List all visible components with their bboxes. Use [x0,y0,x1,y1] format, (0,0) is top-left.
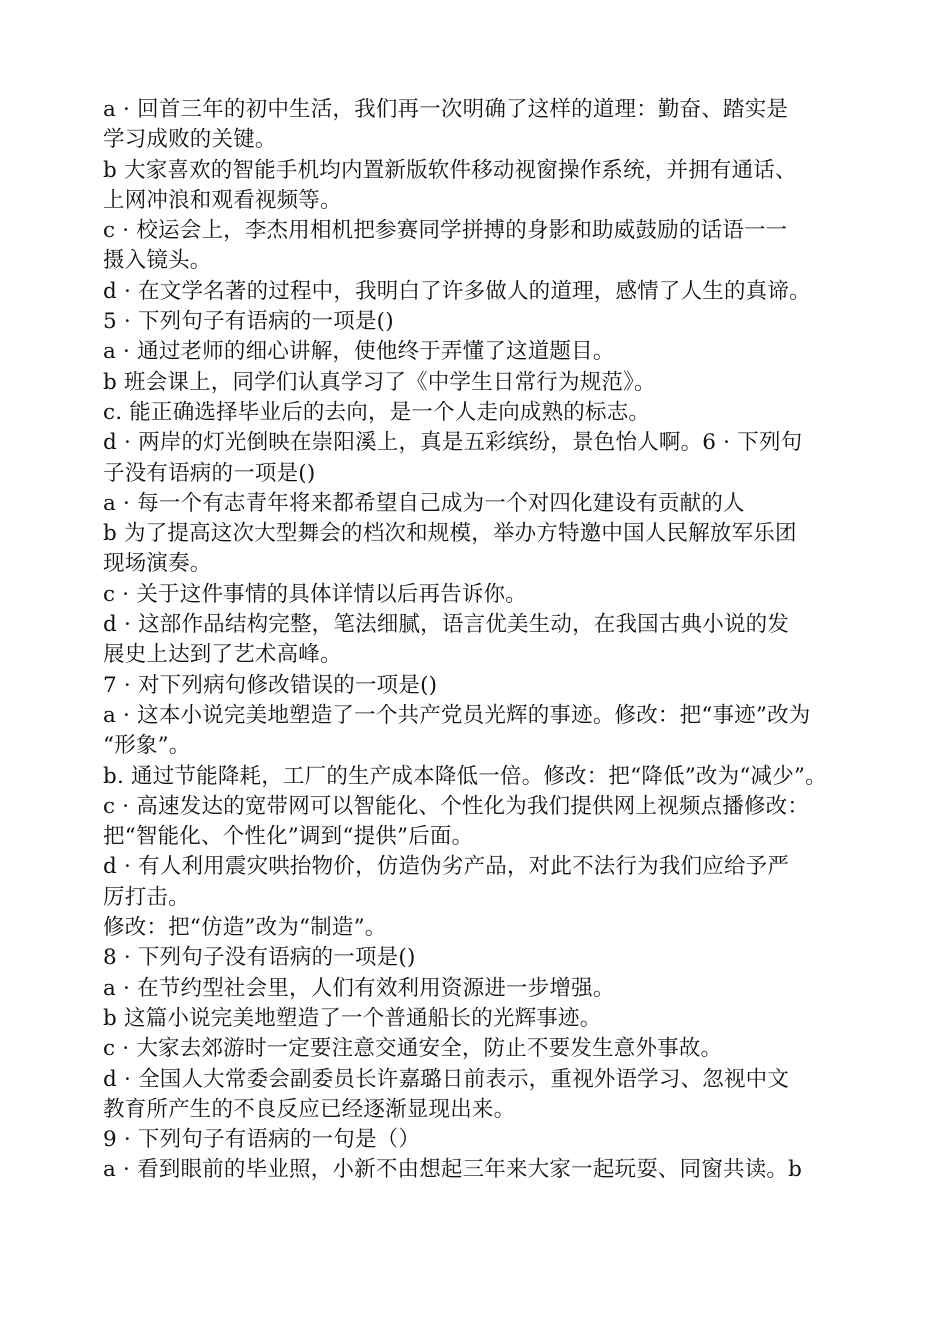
text-line: 学习成败的关键。 [103,127,277,153]
document-page [103,95,893,1186]
text-line: 把“智能化、个性化”调到“提供”后面。 [103,824,474,850]
text-line: b. 通过节能降耗，工厂的生产成本降低一倍。修改：把“降低”改为“减少”。 [103,763,827,789]
text-line: b 班会课上，同学们认真学习了《中学生日常行为规范》。 [103,369,656,395]
text-line: b 为了提高这次大型舞会的档次和规模，举办方特邀中国人民解放军乐团 [103,521,797,547]
text-line: d · 全国人大常委会副委员长许嘉璐日前表示，重视外语学习、忽视中文 [103,1066,790,1092]
text-line: d · 有人利用震灾哄抬物价，仿造伪劣产品，对此不法行为我们应给予严 [103,854,790,880]
text-line: d · 在文学名著的过程中，我明白了许多做人的道理，感情了人生的真谛。 [103,278,811,304]
text-line: 摄入镜头。 [103,248,212,274]
text-line: 现场演奏。 [103,551,212,577]
text-line: c · 关于这件事情的具体详情以后再告诉你。 [103,581,527,607]
text-line: 子没有语病的一项是() [103,460,316,486]
text-line: 展史上达到了艺术高峰。 [103,642,342,668]
text-line: d · 两岸的灯光倒映在崇阳溪上，真是五彩缤纷，景色怡人啊。6 · 下列句 [103,430,803,456]
text-line: 教育所产生的不良反应已经逐渐显现出来。 [103,1096,516,1122]
text-line: d · 这部作品结构完整，笔法细腻，语言优美生动，在我国古典小说的发 [103,612,790,638]
question-heading: 9 · 下列句子有语病的一句是（） [103,1127,421,1153]
text-line: a · 看到眼前的毕业照，小新不由想起三年来大家一起玩耍、同窗共读。b [103,1157,803,1183]
text-line: c. 能正确选择毕业后的去向，是一个人走向成熟的标志。 [103,399,651,425]
text-line: 修改：把“仿造”改为“制造”。 [103,915,387,941]
text-line: a · 通过老师的细心讲解，使他终于弄懂了这道题目。 [103,339,615,365]
text-line: 厉打击。 [103,884,190,910]
text-line: b 大家喜欢的智能手机均内置新版软件移动视窗操作系统，并拥有通话、 [103,157,797,183]
text-line: “形象”。 [103,733,191,759]
text-line: a · 在节约型社会里，人们有效利用资源进一步增强。 [103,975,615,1001]
text-line: c · 校运会上，李杰用相机把参赛同学拼搏的身影和助威鼓励的话语一一 [103,218,788,244]
text-line: c · 高速发达的宽带网可以智能化、个性化为我们提供网上视频点播修改： [103,793,810,819]
question-heading: 8 · 下列句子没有语病的一项是() [103,945,416,971]
text-line: a · 这本小说完美地塑造了一个共产党员光辉的事迹。修改：把“事迹”改为 [103,702,811,728]
text-line: 上网冲浪和观看视频等。 [103,187,342,213]
question-heading: 7 · 对下列病句修改错误的一项是() [103,672,438,698]
text-line: a · 每一个有志青年将来都希望自己成为一个对四化建设有贡献的人 [103,490,745,516]
text-line: b 这篇小说完美地塑造了一个普通船长的光辉事迹。 [103,1005,602,1031]
text-line: c · 大家去郊游时一定要注意交通安全，防止不要发生意外事故。 [103,1036,723,1062]
text-line: a · 回首三年的初中生活，我们再一次明确了这样的道理：勤奋、踏实是 [103,97,789,122]
question-heading: 5 · 下列句子有语病的一项是() [103,309,394,335]
